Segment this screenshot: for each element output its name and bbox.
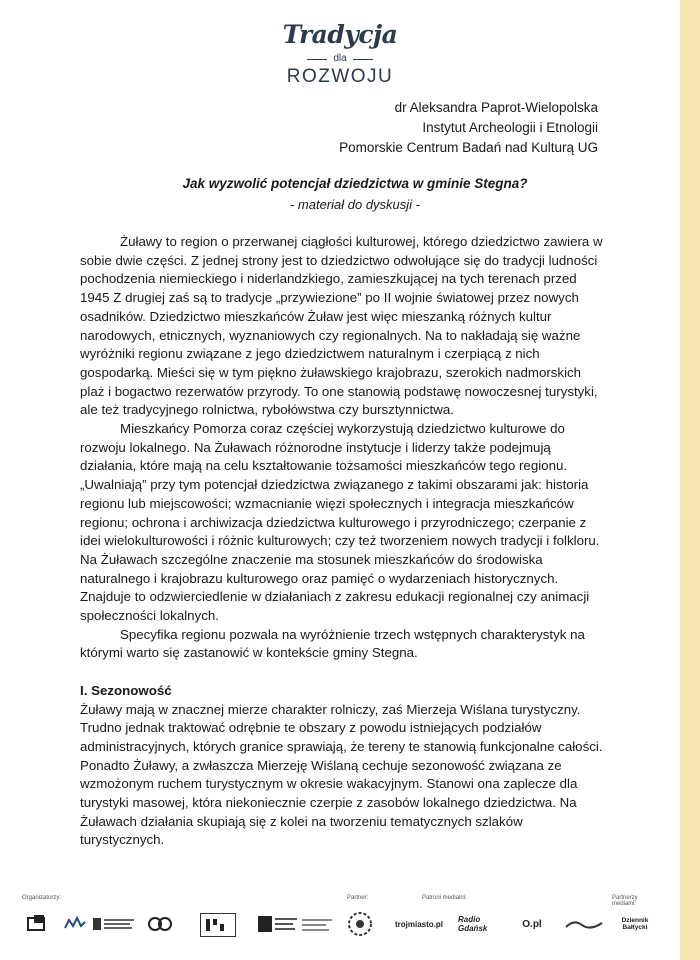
organizer-logo-icon xyxy=(92,913,136,935)
document-body xyxy=(80,233,603,850)
section-body: Żuławy mają w znacznej mierze charakter rolniczy, zaś Mierzeja Wiślana turystyczny. Trudno jednak traktować odrębnie te obszary z powodu istniejących podziałów administracyjnych, których granice sprawiają, że tereny te stanowią funkcjonalne całości. Ponadto Żuławy, a zwłaszcza Mierzeję Wiślaną cechuje sezonowość związana ze wzmożonym ruchem turystycznym w okresie wakacyjnym. Stanowi ona zaplecze dla turystyki masowej, która niekoniecznie czerpie z zasobów lokalnego dziedzictwa. Na Żuławach działania skupiają się z kolei na tworzeniu tematycznych szlaków turystycznych. xyxy=(80,701,603,848)
logo-top-text: Tradycja xyxy=(282,20,398,49)
partner-label: Partner: xyxy=(347,895,369,901)
section-heading: I. Sezonowość xyxy=(80,682,172,698)
media-logo-radio-gdansk: Radio Gdańsk xyxy=(458,915,488,933)
logo-middle-text: dla xyxy=(307,53,372,65)
organizer-logo-icon xyxy=(302,913,332,935)
media-logo-icon xyxy=(562,913,606,935)
media-logo-opl: O.pl xyxy=(522,918,542,930)
tradycja-dla-rozwoju-logo xyxy=(0,22,680,88)
media-partners-label: Partnerzy medialni: xyxy=(612,895,638,907)
media-logo-trojmiasto: trojmiasto.pl xyxy=(394,919,443,929)
organizer-logo-icon xyxy=(200,913,236,937)
paragraph: Mieszkańcy Pomorza coraz częściej wykorzystują dziedzictwo kulturowe do rozwoju lokalnego. Na Żuławach różnorodne instytucje i liderzy także podejmują działania, które mają na celu kształtowanie tożsamości mieszkańców tego regionu. „Uwalniają” przy tym potencjał dziedzictwa związanego z takimi obszarami jak: historia regionu lub miejscowości; wzmacnianie więzi społecznych i integracja mieszkańców regionu; ochrona i archiwizacja dziedzictwa kulturowego i przyrodniczego; czerpanie z idei wielokulturowości i różnic kulturowych; czy też tworzeniem nowych tradycji i folkloru. Na Żuławach szczególne znaczenie ma stosunek mieszkańców do środowiska naturalnego i krajobrazu kulturowego oraz pamięć o wydarzeniach historycznych. Znajduje to odzwierciedlenie w działaniach z zakresu edukacji regionalnej czy animacji społeczności lokalnych. xyxy=(80,421,600,624)
author-institute: Instytut Archeologii i Etnologii xyxy=(422,120,598,135)
sponsor-footer xyxy=(22,895,662,945)
author-name: dr Aleksandra Paprot-Wielopolska xyxy=(394,100,598,115)
author-center: Pomorskie Centrum Badań nad Kulturą UG xyxy=(339,140,598,155)
media-patrons-label: Patroni medialni: xyxy=(422,895,467,901)
organizer-logo-icon xyxy=(62,913,88,935)
partner-emblem-icon xyxy=(344,913,376,935)
document-subtitle: - materiał do dyskusji - xyxy=(289,197,421,212)
logo-bottom-text: ROZWOJU xyxy=(286,66,394,87)
author-block xyxy=(339,98,598,158)
organizer-logo-icon xyxy=(146,913,174,935)
paragraph: Specyfika regionu pozwala na wyróżnienie trzech wstępnych charakterystyk na którymi warto się zastanowić w kontekście gminy Stegna. xyxy=(80,626,585,661)
organizer-logo-icon xyxy=(26,913,48,935)
document-title: Jak wyzwolić potencjał dziedzictwa w gminie Stegna? xyxy=(182,176,528,191)
media-logo-dziennik-baltycki: Dziennik Bałtycki xyxy=(621,917,649,931)
page-edge-background xyxy=(680,0,700,960)
organizers-label: Organizatorzy: xyxy=(22,895,62,901)
organizer-logo-icon xyxy=(258,913,298,935)
paragraph: Żuławy to region o przerwanej ciągłości kulturowej, którego dziedzictwo zawiera w sobie dwie części. Z jednej strony jest to dziedzictwo odwołujące się do tradycji ludności pochodzenia niemieckiego i niderlandzkiego, zamieszkującej na tych terenach przed 1945 Z drugiej zaś są to tradycje „przywiezione” po II wojnie światowej przez nowych osadników. Dziedzictwo mieszkańców Żuław jest więc mieszanką różnych kultur narodowych, etnicznych, wyznaniowych czy regionalnych. Na to nakładają się ważne wyróżniki regionu związane z jego dziedzictwem naturalnym i czerpiącą z nich gospodarką. Mieści się w tym piękno żuławskiego krajobrazu, szerokich nadmorskich plaż i bogactwo rezerwatów przyrody. To one stanowią podstawę nowoczesnej turystyki, ale też tradycyjnego rolnictwa, rybołówstwa czy bursztynnictwa. xyxy=(80,234,603,418)
